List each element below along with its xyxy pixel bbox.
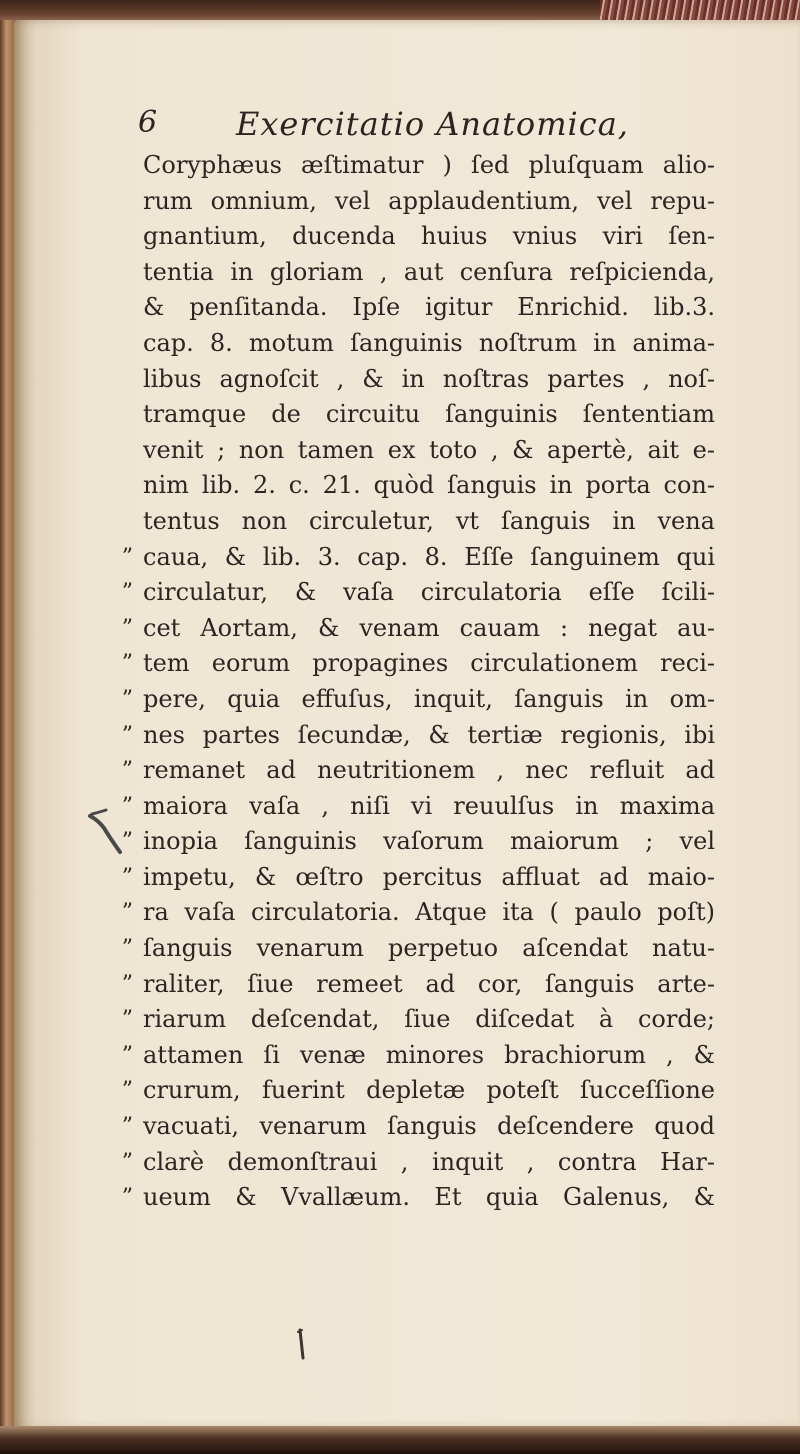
marginal-quote-mark: ” <box>121 1078 133 1104</box>
text-line <box>121 931 723 967</box>
line-text: Coryphæus æſtimatur ) ſed pluſquam alio- <box>143 151 715 179</box>
line-text: nim lib. 2. c. 21. quòd ſanguis in porta con- <box>143 471 715 500</box>
line-text: vacuati, venarum ſanguis deſcendere quod <box>143 1112 715 1141</box>
text-line <box>143 184 723 220</box>
pencil-tick-icon <box>296 1328 308 1362</box>
text-line <box>143 397 723 433</box>
marginal-quote-mark: ” <box>121 793 133 819</box>
line-text: cap. 8. motum ſanguinis noſtrum in anima- <box>143 328 715 357</box>
line-text: tentia in gloriam , aut cenſura reſpicienda, <box>143 257 715 286</box>
marginal-quote-mark: ” <box>121 686 133 712</box>
body-text <box>121 148 723 1216</box>
marginal-quote-mark: ” <box>121 1114 133 1140</box>
line-text: raliter, ſiue remeet ad cor, ſanguis arte- <box>143 969 715 998</box>
text-line <box>143 148 723 184</box>
page-number: 6 <box>138 105 158 140</box>
line-text: clarè demonſtraui , inquit , contra Har- <box>143 1147 715 1176</box>
line-text: tramque de circuitu ſanguinis ſententiam <box>143 400 715 429</box>
line-text: maiora vaſa , niſi vi reuulſus in maxima <box>143 791 715 820</box>
marginal-quote-mark: ” <box>121 864 133 890</box>
line-text: circulatur, & vaſa circulatoria eſſe ſcili- <box>143 578 715 607</box>
text-line <box>121 1145 723 1181</box>
text-line <box>143 468 723 504</box>
text-line <box>121 967 723 1003</box>
text-line <box>121 611 723 647</box>
marginal-quote-mark: ” <box>121 722 133 748</box>
line-text: gnantium, ducenda huius vnius viri ſen- <box>143 222 715 251</box>
line-text: attamen ſi venæ minores brachiorum , & <box>143 1040 715 1069</box>
text-line <box>121 718 723 754</box>
marginal-quote-mark: ” <box>121 1042 133 1068</box>
line-text: ueum & Vvallæum. Et quia Galenus, & <box>143 1183 715 1212</box>
marginal-pencil-mark-icon <box>86 806 126 856</box>
marginal-quote-mark: ” <box>121 615 133 641</box>
bottom-binding-edge <box>0 1426 800 1454</box>
running-title: Exercitatio Anatomica, <box>236 105 629 143</box>
line-text: ra vaſa circulatoria. Atque ita ( paulo poſt) <box>143 898 715 927</box>
text-line <box>121 575 723 611</box>
text-line <box>143 433 723 469</box>
line-text: crurum, fuerint depletæ poteſt ſucceſſione <box>143 1076 715 1105</box>
marginal-quote-mark: ” <box>121 900 133 926</box>
line-text: cet Aortam, & venam cauam : negat au- <box>143 613 715 642</box>
text-line <box>143 326 723 362</box>
text-line <box>121 1180 723 1216</box>
line-text: & penſitanda. Ipſe igitur Enrichid. lib.3. <box>143 293 715 322</box>
line-text: libus agnoſcit , & in noſtras partes , noſ- <box>143 364 715 393</box>
line-text: inopia ſanguinis vaſorum maiorum ; vel <box>143 827 715 856</box>
line-text: remanet ad neutritionem , nec refluit ad <box>143 756 715 785</box>
text-line <box>143 219 723 255</box>
text-line <box>143 362 723 398</box>
text-line <box>121 1002 723 1038</box>
text-line <box>121 540 723 576</box>
marginal-quote-mark: ” <box>121 1007 133 1033</box>
text-line <box>121 1109 723 1145</box>
line-text: rum omnium, vel applaudentium, vel repu- <box>143 186 715 215</box>
marginal-quote-mark: ” <box>121 651 133 677</box>
line-text: caua, & lib. 3. cap. 8. Eſſe ſanguinem qui <box>143 542 715 571</box>
line-text: impetu, & œſtro percitus affluat ad maio- <box>143 862 715 891</box>
marginal-quote-mark: ” <box>121 1185 133 1211</box>
text-line <box>121 753 723 789</box>
text-line <box>121 824 723 860</box>
text-line <box>121 682 723 718</box>
marginal-quote-mark: ” <box>121 829 133 855</box>
line-text: venit ; non tamen ex toto , & apertè, ait e- <box>143 435 715 464</box>
text-line <box>121 646 723 682</box>
line-text: tentus non circuletur, vt ſanguis in vena <box>143 506 715 535</box>
text-line <box>143 255 723 291</box>
line-text: ſanguis venarum perpetuo aſcendat natu- <box>143 934 715 963</box>
marginal-quote-mark: ” <box>121 758 133 784</box>
text-line <box>121 789 723 825</box>
text-line <box>121 895 723 931</box>
text-line <box>143 504 723 540</box>
line-text: pere, quia effuſus, inquit, ſanguis in om- <box>143 684 715 713</box>
line-text: nes partes ſecundæ, & tertiæ regionis, ibi <box>143 720 715 749</box>
text-line <box>121 1038 723 1074</box>
text-line <box>121 860 723 896</box>
line-text: riarum deſcendat, ſiue diſcedat à corde; <box>143 1005 715 1034</box>
marginal-quote-mark: ” <box>121 971 133 997</box>
marginal-quote-mark: ” <box>121 580 133 606</box>
text-line <box>143 290 723 326</box>
text-line <box>121 1073 723 1109</box>
marginal-quote-mark: ” <box>121 1149 133 1175</box>
marginal-quote-mark: ” <box>121 544 133 570</box>
marginal-quote-mark: ” <box>121 936 133 962</box>
line-text: tem eorum propagines circulationem reci- <box>143 649 715 678</box>
